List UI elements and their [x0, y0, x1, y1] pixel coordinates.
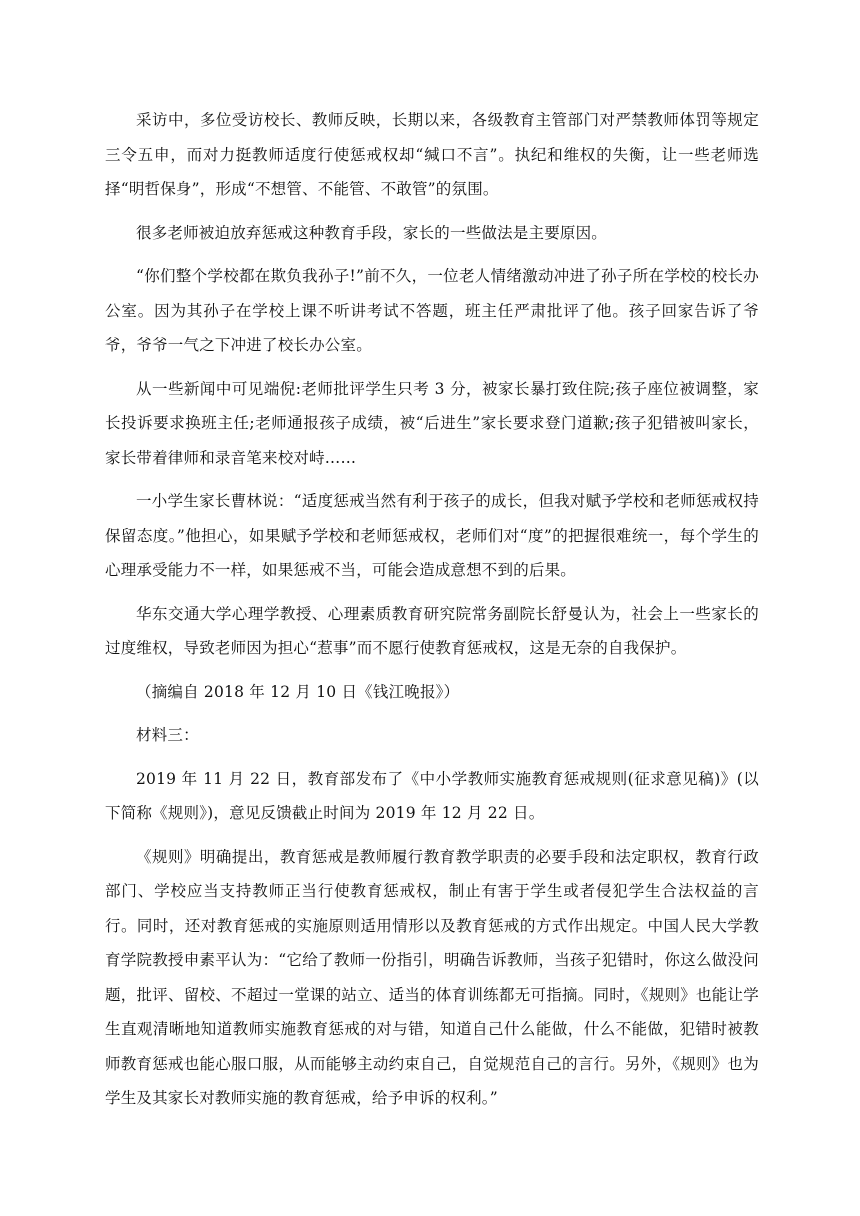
paragraph-grandfather-incident: “你们整个学校都在欺负我孙子!”前不久，一位老人情绪激动冲进了孙子所在学校的校长办公室。因为其孙子在学校上课不听讲考试不答题，班主任严肃批评了他。孩子回家告诉了爷爷，爷爷一气之下冲进了校长办公室。 [105, 267, 759, 354]
paragraph-news-examples: 从一些新闻中可见端倪:老师批评学生只考 3 分，被家长暴打致住院;孩子座位被调整，家长投诉要求换班主任;老师通报孩子成绩，被“后进生”家长要求登门道歉;孩子犯错被叫家长，家长带着律师和录音笔来校对峙…… [105, 379, 759, 467]
paragraph-material-three-heading: 材料三： [136, 726, 199, 744]
paragraph-rules-explanation: 《规则》明确提出，教育惩戒是教师履行教育教学职责的必要手段和法定职权，教育行政部门、学校应当支持教师正当行使教育惩戒权，制止有害于学生或者侵犯学生合法权益的言行。同时，还对教育惩戒的实施原则适用情形以及教育惩戒的方式作出规定。中国人民大学教育学院教授申素平认为：“它给了教师一份指引，明确告诉教师，当孩子犯错时，你这么做没问题，批评、留校、不超过一堂课的站立、适当的体育训练都无可指摘。同时，《规则》也能让学生直观清晰地知道教师实施教育惩戒的对与错，知道自己什么能做，什么不能做，犯错时被教师教育惩戒也能心服口服，从而能够主动约束自己，自觉规范自己的言行。另外，《规则》也为学生及其家长对教师实施的教育惩戒，给予申诉的权利。” [105, 847, 759, 1107]
article-body [105, 103, 759, 1125]
paragraph-professor-shu-man: 华东交通大学心理学教授、心理素质教育研究院常务副院长舒曼认为，社会上一些家长的过度维权，导致老师因为担心“惹事”而不愿行使教育惩戒权，这是无奈的自我保护。 [105, 604, 759, 657]
paragraph-source-citation: （摘编自 2018 年 12 月 10 日《钱江晚报》） [136, 682, 460, 701]
paragraph-parent-cao-lin: 一小学生家长曹林说：“适度惩戒当然有利于孩子的成长，但我对赋予学校和老师惩戒权持保留态度。”他担心，如果赋予学校和老师惩戒权，老师们对“度”的把握很难统一，每个学生的心理承受能力不一样，如果惩戒不当，可能会造成意想不到的后果。 [105, 492, 759, 579]
paragraph-rules-release: 2019 年 11 月 22 日，教育部发布了《中小学教师实施教育惩戒规则(征求意见稿)》(以下简称《规则》)，意见反馈截止时间为 2019 年 12 月 22 日。 [105, 769, 759, 822]
paragraph-interview-feedback: 采访中，多位受访校长、教师反映，长期以来，各级教育主管部门对严禁教师体罚等规定三令五申，而对力挺教师适度行使惩戒权却“缄口不言”。执纪和维权的失衡，让一些老师选择“明哲保身”，形成“不想管、不能管、不敢管”的氛围。 [105, 111, 759, 198]
paragraph-parents-cause: 很多老师被迫放弃惩戒这种教育手段，家长的一些做法是主要原因。 [136, 223, 608, 242]
